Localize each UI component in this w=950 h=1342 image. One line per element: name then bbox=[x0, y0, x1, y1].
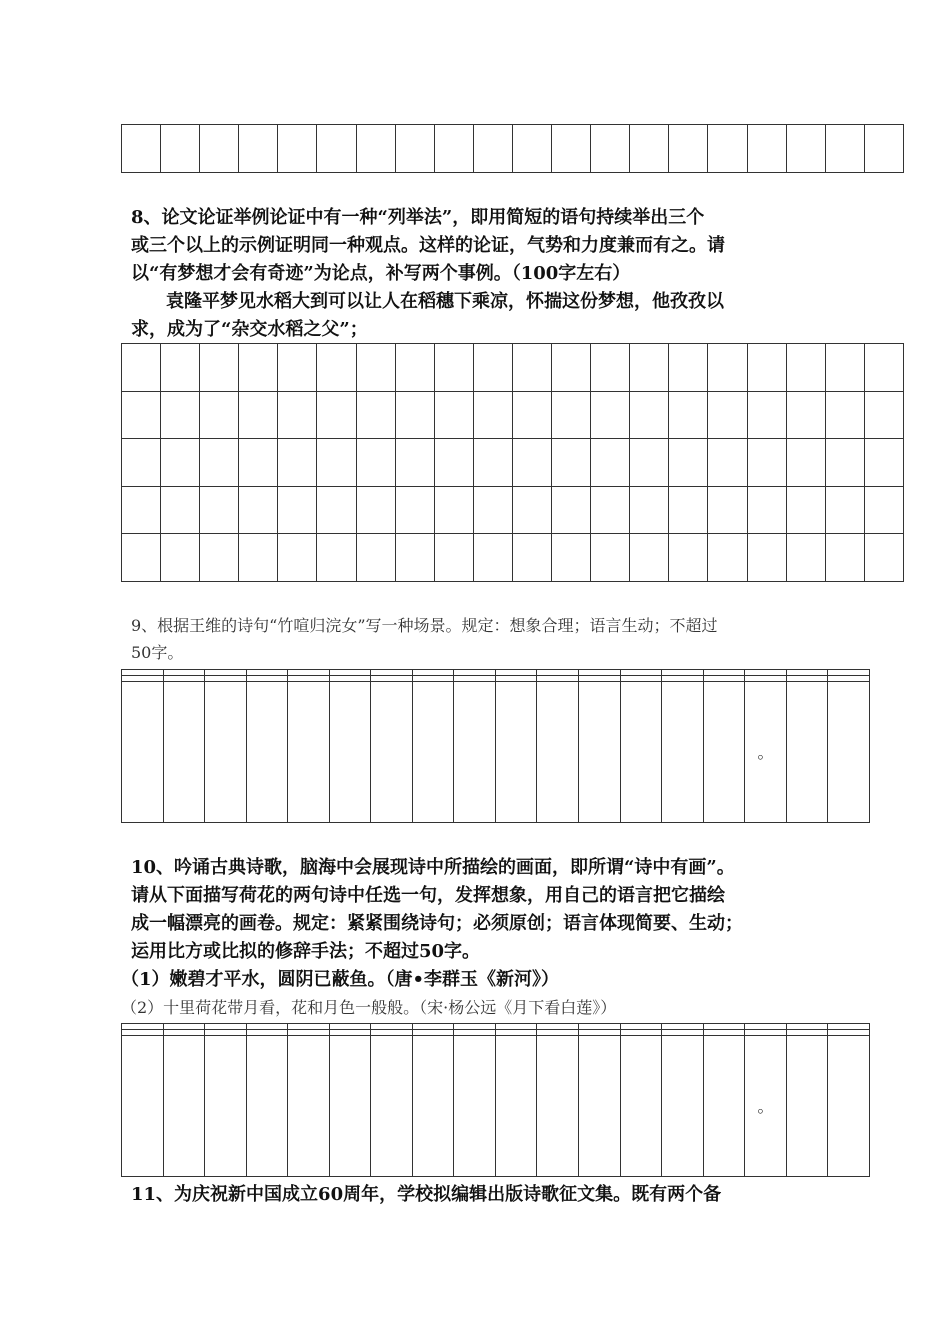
grid-cell bbox=[122, 681, 164, 822]
grid-cell bbox=[161, 391, 200, 439]
grid-cell bbox=[825, 344, 864, 392]
grid-cell bbox=[239, 125, 278, 173]
grid-cell bbox=[864, 344, 903, 392]
grid-cell bbox=[317, 391, 356, 439]
grid-cell bbox=[395, 534, 434, 582]
grid-cell bbox=[669, 439, 708, 487]
grid-cell bbox=[495, 1035, 537, 1176]
grid-cell bbox=[552, 486, 591, 534]
grid-row bbox=[122, 681, 870, 822]
grid-cell bbox=[246, 681, 288, 822]
grid-cell bbox=[591, 534, 630, 582]
grid-cell bbox=[122, 125, 161, 173]
grid-cell bbox=[288, 1035, 330, 1176]
grid-cell bbox=[200, 391, 239, 439]
grid-cell bbox=[747, 439, 786, 487]
grid-cell bbox=[512, 344, 551, 392]
grid-cell bbox=[473, 486, 512, 534]
grid-cell bbox=[591, 439, 630, 487]
grid-cell bbox=[434, 344, 473, 392]
grid-cell bbox=[552, 391, 591, 439]
grid-cell bbox=[356, 534, 395, 582]
grid-cell bbox=[288, 681, 330, 822]
grid-cell bbox=[161, 439, 200, 487]
grid-cell bbox=[591, 344, 630, 392]
grid-row bbox=[122, 344, 904, 392]
q9-prompt-line-2: 50字。 bbox=[131, 643, 184, 662]
grid-row bbox=[122, 1035, 870, 1176]
grid-cell bbox=[786, 681, 828, 822]
grid-cell bbox=[864, 125, 903, 173]
grid-cell bbox=[278, 344, 317, 392]
grid-row bbox=[122, 534, 904, 582]
grid-cell bbox=[786, 391, 825, 439]
grid-cell bbox=[161, 344, 200, 392]
grid-row bbox=[122, 391, 904, 439]
grid-cell bbox=[239, 391, 278, 439]
grid-cell bbox=[669, 391, 708, 439]
grid-cell bbox=[200, 125, 239, 173]
grid-cell bbox=[278, 534, 317, 582]
answer-grid-top bbox=[121, 124, 904, 173]
grid-cell bbox=[512, 534, 551, 582]
grid-cell bbox=[825, 439, 864, 487]
grid-cell bbox=[473, 344, 512, 392]
q9-prompt-line-1: 9、根据王维的诗句“竹喧归浣女”写一种场景。规定：想象合理；语言生动；不超过 bbox=[131, 616, 718, 635]
grid-cell bbox=[395, 125, 434, 173]
grid-cell bbox=[434, 391, 473, 439]
grid-cell bbox=[317, 344, 356, 392]
grid-cell bbox=[747, 391, 786, 439]
grid-cell bbox=[669, 486, 708, 534]
answer-grid-q8 bbox=[121, 343, 904, 582]
grid-cell bbox=[552, 439, 591, 487]
grid-cell bbox=[512, 391, 551, 439]
answer-grid-q9 bbox=[121, 669, 870, 823]
grid-cell bbox=[579, 1035, 621, 1176]
grid-cell bbox=[825, 534, 864, 582]
grid-cell bbox=[454, 681, 496, 822]
grid-cell bbox=[828, 681, 870, 822]
grid-cell bbox=[356, 486, 395, 534]
grid-cell bbox=[747, 125, 786, 173]
grid-cell bbox=[200, 439, 239, 487]
grid-cell bbox=[708, 439, 747, 487]
grid-cell bbox=[630, 125, 669, 173]
grid-cell bbox=[434, 534, 473, 582]
grid-cell bbox=[434, 486, 473, 534]
grid-cell bbox=[205, 681, 247, 822]
grid-row bbox=[122, 125, 904, 173]
grid-cell bbox=[122, 439, 161, 487]
grid-cell bbox=[552, 534, 591, 582]
grid-cell bbox=[122, 486, 161, 534]
q8-example-line-1: 袁隆平梦见水稻大到可以让人在稻穗下乘凉，怀揣这份梦想，他孜孜以 bbox=[166, 291, 724, 312]
grid-cell bbox=[371, 681, 413, 822]
grid-cell bbox=[473, 125, 512, 173]
grid-cell bbox=[828, 1035, 870, 1176]
grid-cell bbox=[239, 534, 278, 582]
grid-cell bbox=[703, 1035, 745, 1176]
grid-cell bbox=[412, 1035, 454, 1176]
grid-cell bbox=[579, 681, 621, 822]
q8-prompt-line-3: 以“有梦想才会有奇迹”为论点，补写两个事例。（100字左右） bbox=[131, 263, 631, 284]
grid-cell bbox=[669, 344, 708, 392]
grid-cell bbox=[239, 486, 278, 534]
grid-cell bbox=[356, 344, 395, 392]
grid-cell bbox=[200, 344, 239, 392]
grid-cell bbox=[708, 534, 747, 582]
grid-cell bbox=[278, 439, 317, 487]
grid-cell bbox=[591, 486, 630, 534]
grid-cell bbox=[591, 125, 630, 173]
q10-option-1: （1）嫩碧才平水，圆阴已蔽鱼。（唐•李群玉《新河》） bbox=[121, 969, 560, 990]
grid-cell: 。 bbox=[745, 1035, 787, 1176]
grid-cell bbox=[786, 1035, 828, 1176]
grid-cell bbox=[864, 439, 903, 487]
grid-cell bbox=[278, 125, 317, 173]
grid-cell bbox=[864, 534, 903, 582]
grid-cell bbox=[864, 391, 903, 439]
grid-cell bbox=[495, 681, 537, 822]
q10-prompt-line-1: 10、吟诵古典诗歌，脑海中会展现诗中所描绘的画面，即所谓“诗中有画”。 bbox=[131, 857, 735, 878]
grid-cell bbox=[662, 1035, 704, 1176]
grid-cell bbox=[356, 439, 395, 487]
grid-cell bbox=[630, 439, 669, 487]
grid-cell bbox=[205, 1035, 247, 1176]
grid-cell bbox=[786, 125, 825, 173]
grid-cell bbox=[708, 391, 747, 439]
grid-cell bbox=[161, 125, 200, 173]
grid-cell bbox=[786, 344, 825, 392]
grid-cell bbox=[620, 1035, 662, 1176]
grid-cell bbox=[620, 681, 662, 822]
grid-cell bbox=[412, 681, 454, 822]
grid-cell bbox=[161, 534, 200, 582]
grid-cell bbox=[278, 486, 317, 534]
grid-cell bbox=[395, 344, 434, 392]
grid-cell bbox=[864, 486, 903, 534]
grid-cell bbox=[591, 391, 630, 439]
grid-cell bbox=[747, 534, 786, 582]
grid-cell: 。 bbox=[745, 681, 787, 822]
grid-cell bbox=[512, 439, 551, 487]
grid-cell bbox=[537, 681, 579, 822]
grid-cell bbox=[825, 486, 864, 534]
grid-cell bbox=[200, 534, 239, 582]
grid-cell bbox=[278, 391, 317, 439]
grid-cell bbox=[630, 344, 669, 392]
grid-cell bbox=[708, 344, 747, 392]
q8-example-line-2: 求，成为了“杂交水稻之父”； bbox=[131, 319, 368, 340]
q10-prompt-line-2: 请从下面描写荷花的两句诗中任选一句，发挥想象，用自己的语言把它描绘 bbox=[131, 885, 725, 906]
grid-cell bbox=[122, 391, 161, 439]
grid-cell bbox=[395, 486, 434, 534]
answer-grid-q10 bbox=[121, 1023, 870, 1177]
grid-cell bbox=[825, 125, 864, 173]
grid-cell bbox=[708, 125, 747, 173]
grid-cell bbox=[669, 125, 708, 173]
grid-cell bbox=[786, 534, 825, 582]
q10-prompt-line-4: 运用比方或比拟的修辞手法；不超过50字。 bbox=[131, 941, 481, 962]
grid-cell bbox=[239, 344, 278, 392]
grid-row bbox=[122, 486, 904, 534]
grid-cell bbox=[747, 344, 786, 392]
grid-cell bbox=[163, 1035, 205, 1176]
grid-cell bbox=[708, 486, 747, 534]
grid-row bbox=[122, 439, 904, 487]
grid-cell bbox=[200, 486, 239, 534]
grid-cell bbox=[356, 391, 395, 439]
grid-cell bbox=[329, 681, 371, 822]
grid-cell bbox=[662, 681, 704, 822]
grid-cell bbox=[703, 681, 745, 822]
grid-cell bbox=[239, 439, 278, 487]
grid-cell bbox=[473, 439, 512, 487]
grid-cell bbox=[454, 1035, 496, 1176]
grid-cell bbox=[630, 391, 669, 439]
grid-cell bbox=[630, 486, 669, 534]
grid-cell bbox=[122, 1035, 164, 1176]
grid-cell bbox=[329, 1035, 371, 1176]
grid-cell bbox=[434, 125, 473, 173]
grid-cell bbox=[122, 344, 161, 392]
grid-cell bbox=[786, 439, 825, 487]
grid-cell bbox=[512, 486, 551, 534]
q11-prompt-line-1: 11、为庆祝新中国成立60周年，学校拟编辑出版诗歌征文集。既有两个备 bbox=[131, 1184, 722, 1205]
grid-cell bbox=[786, 486, 825, 534]
grid-cell bbox=[473, 391, 512, 439]
grid-cell bbox=[747, 486, 786, 534]
q8-prompt-line-2: 或三个以上的示例证明同一种观点。这样的论证，气势和力度兼而有之。请 bbox=[131, 235, 725, 256]
grid-cell bbox=[122, 534, 161, 582]
grid-cell bbox=[537, 1035, 579, 1176]
grid-cell bbox=[669, 534, 708, 582]
grid-cell bbox=[163, 681, 205, 822]
grid-cell bbox=[552, 344, 591, 392]
grid-cell bbox=[317, 534, 356, 582]
q10-prompt-line-3: 成一幅漂亮的画卷。规定：紧紧围绕诗句；必须原创；语言体现简要、生动； bbox=[131, 913, 743, 934]
grid-cell bbox=[825, 391, 864, 439]
q8-prompt-line-1: 8、论文论证举例论证中有一种“列举法”，即用简短的语句持续举出三个 bbox=[131, 207, 705, 228]
grid-cell bbox=[317, 439, 356, 487]
grid-cell bbox=[473, 534, 512, 582]
q10-option-2: （2）十里荷花带月看，花和月色一般般。（宋·杨公远《月下看白莲》） bbox=[121, 998, 617, 1017]
grid-cell bbox=[395, 439, 434, 487]
grid-cell bbox=[356, 125, 395, 173]
grid-cell bbox=[371, 1035, 413, 1176]
grid-cell bbox=[161, 486, 200, 534]
grid-cell bbox=[317, 486, 356, 534]
grid-cell bbox=[512, 125, 551, 173]
grid-cell bbox=[630, 534, 669, 582]
grid-cell bbox=[317, 125, 356, 173]
grid-cell bbox=[246, 1035, 288, 1176]
grid-cell bbox=[552, 125, 591, 173]
grid-cell bbox=[395, 391, 434, 439]
grid-cell bbox=[434, 439, 473, 487]
